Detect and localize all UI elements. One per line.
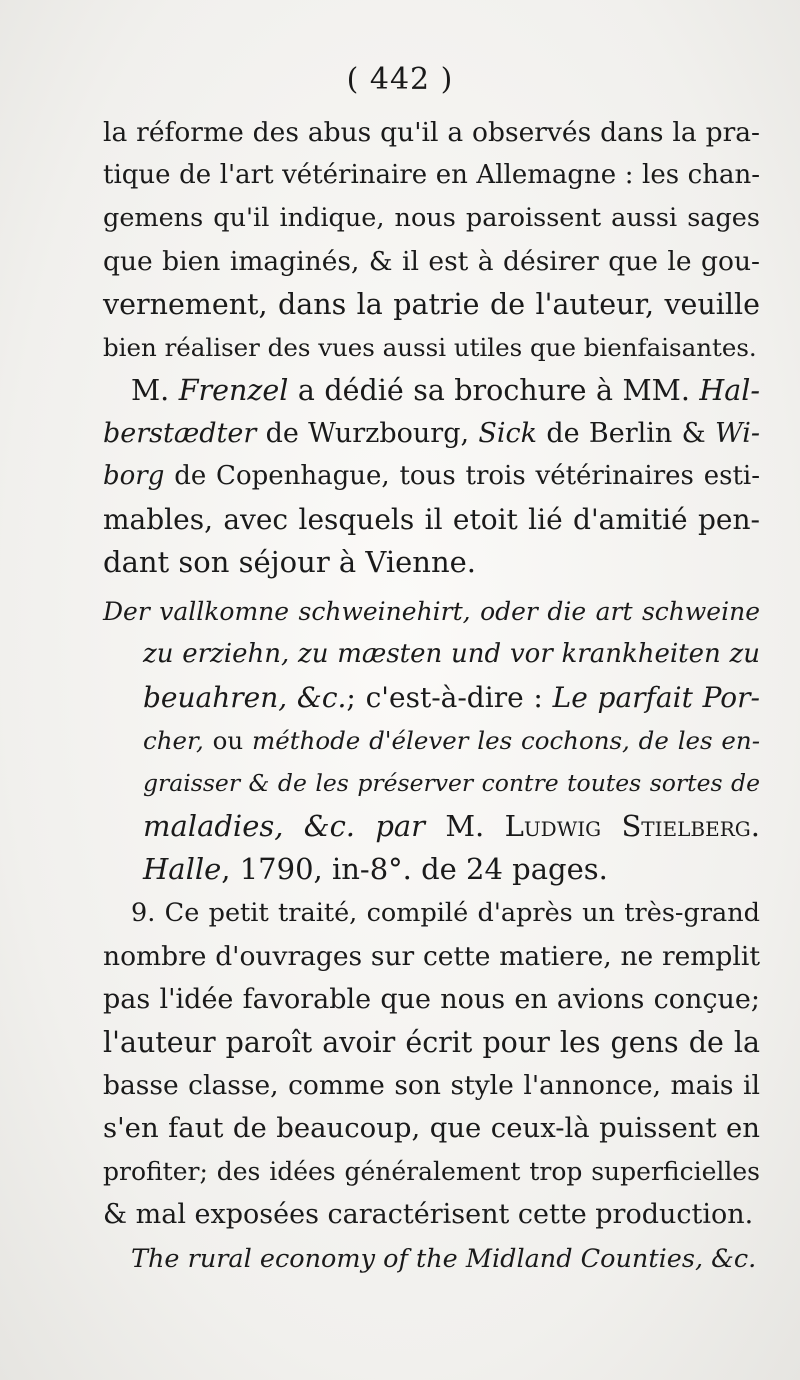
text-line: gemens qu'il indique, nous paroissent aussi sages [103,203,760,233]
text-run: de Copenhague, tous trois vétérinaires esti- [164,461,760,491]
text-line: mables, avec lesquels il etoit lié d'amitié pen- [103,503,760,536]
text-line: la réforme des abus qu'il a observés dans la pra- [103,117,760,148]
text-line [103,805,760,848]
book-title-line: zu erziehn, zu mæsten und vor krankheiten zu [143,639,760,669]
text-line: pas l'idée favorable que nous en avions conçue; [103,984,760,1015]
text-run: de Wurzbourg, [256,418,479,449]
next-entry [103,1238,760,1281]
book-title: Le parfait Por- [552,681,760,714]
text-run: ; c'est-à-dire : [346,681,553,714]
text-line: tique de l'art vétérinaire en Allemagne : les chan- [103,160,760,190]
book-title-line: graisser & de les préserver contre toutes sortes de [143,769,760,797]
person-name: berstædter [103,418,257,449]
book-title-line: Der vallkomne schweinehirt, oder die art schweine [103,597,760,626]
text-line: que bien imaginés, & il est à désirer que le gou- [103,246,760,277]
paragraph-review [103,892,760,1236]
book-title: cher, [143,726,204,755]
text-run: de Berlin & [537,418,715,449]
text-run: a dédié sa brochure à MM. [288,374,700,407]
text-line [103,412,760,455]
paragraph-continuation [103,111,760,369]
text-line: nombre d'ouvrages sur cette matiere, ne remplit [103,941,760,972]
text-line [103,719,760,762]
person-name: borg [103,461,165,491]
text-run: ou [203,726,252,755]
text-run: M. [425,809,505,843]
paragraph-frenzel [103,369,760,584]
text-run: , 1790, in-8°. de 24 pages. [221,852,608,886]
text-line: vernement, dans la patrie de l'auteur, veuille [103,288,760,321]
text-line: basse classe, comme son style l'annonce, mais il [103,1070,760,1101]
text-line [103,455,760,498]
author-name: Frenzel [178,374,289,407]
text-line: 9. Ce petit traité, compilé d'après un très-grand [131,898,760,928]
text-line: profiter; des idées généralement trop superficielles [103,1157,760,1186]
page-number: ( 442 ) [346,62,454,97]
text-line: bien réaliser des vues aussi utiles que bienfaisantes. [103,333,757,362]
author-name: Ludwig Stielberg. [504,809,760,843]
book-title-line: The rural economy of the Midland Counties, &c. [131,1244,757,1274]
text-line [103,676,760,719]
text-line: l'auteur paroît avoir écrit pour les gens de la [103,1026,760,1059]
bibliographic-entry [103,590,760,891]
person-name: Hal- [699,374,760,407]
person-name: Wi- [714,418,760,449]
book-title: beuahren, &c. [143,681,347,714]
text-line: s'en faut de beaucoup, que ceux-là puissent en [103,1112,760,1144]
book-title: maladies, &c. par [143,809,426,843]
text-line: & mal exposées caractérisent cette production. [103,1199,754,1230]
book-title: méthode d'élever les cochons, de les en- [252,726,760,755]
text-run: M. [131,374,179,407]
place-name: Halle [143,852,222,886]
text-line [103,848,760,891]
person-name: Sick [478,418,537,449]
text-line [103,369,760,412]
text-line: dant son séjour à Vienne. [103,545,477,579]
